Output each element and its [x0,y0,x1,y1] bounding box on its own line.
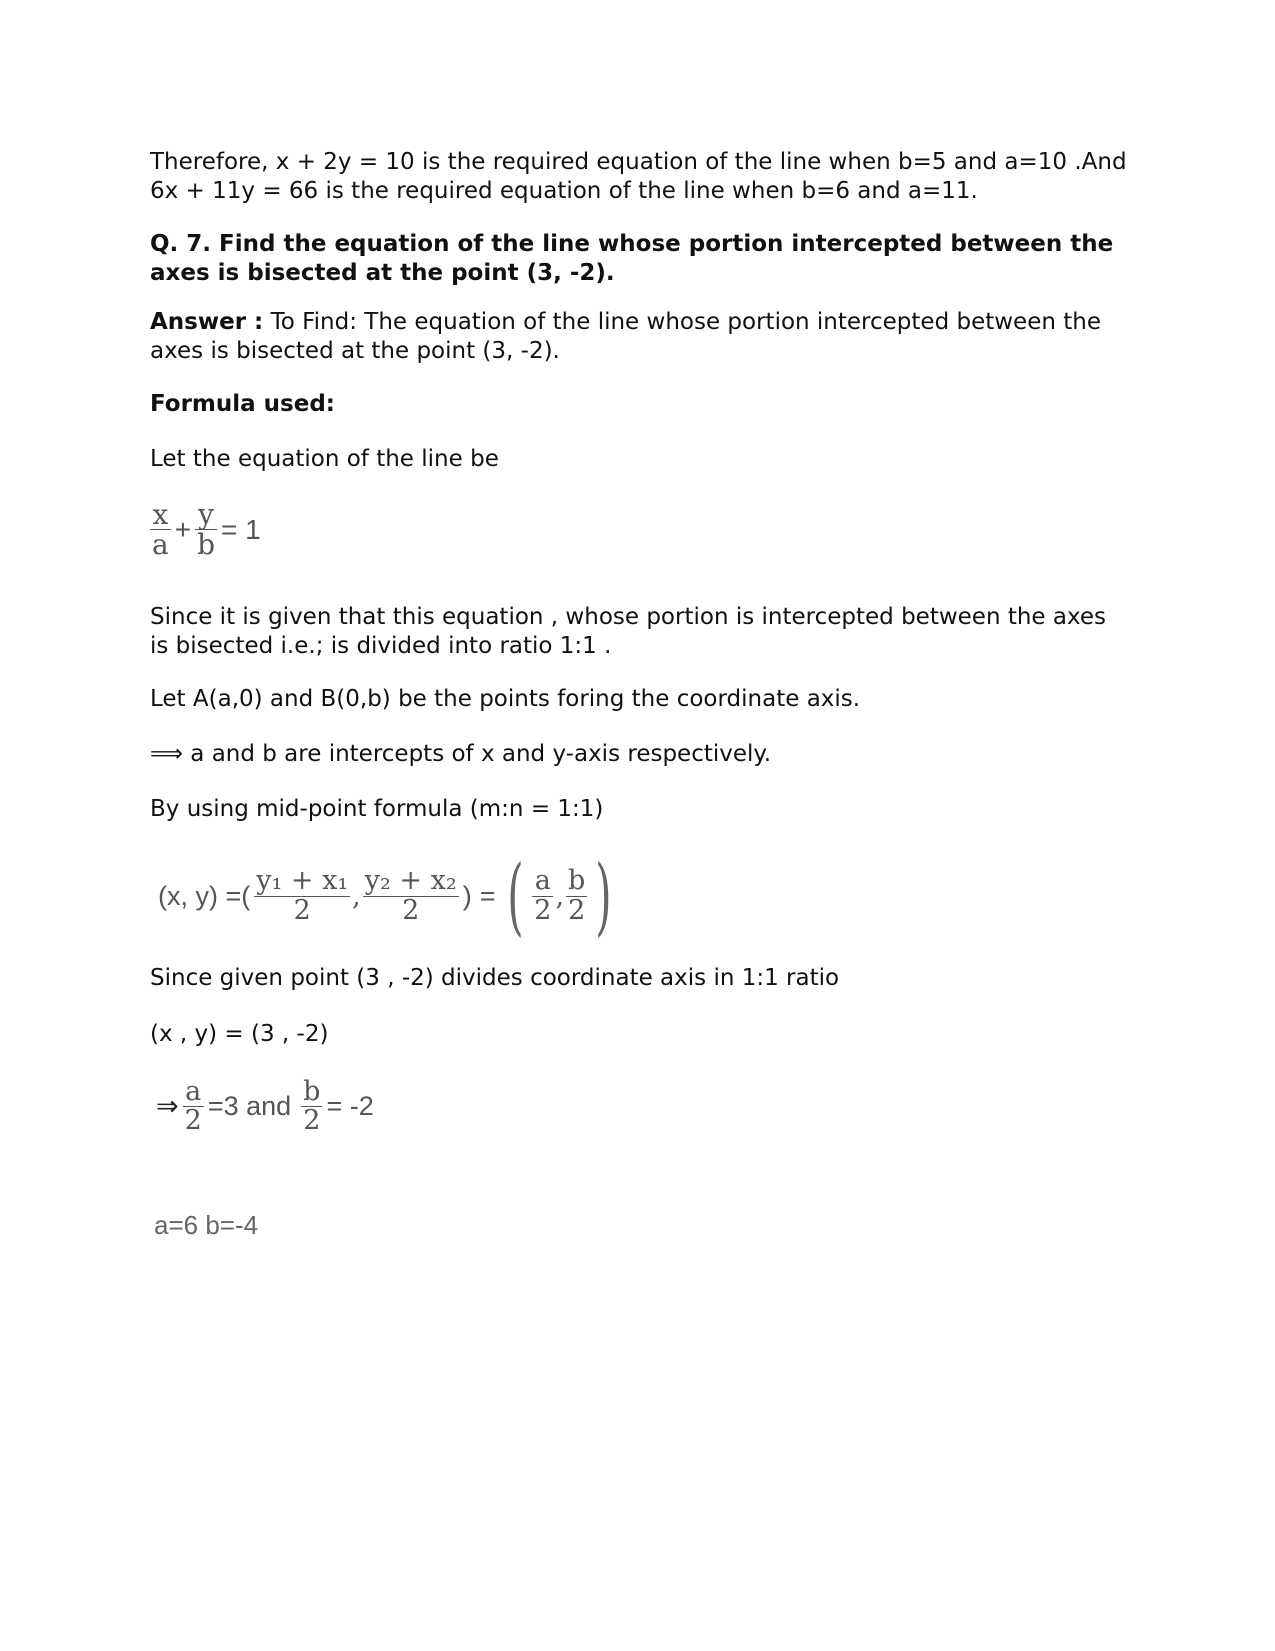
numerator: y₁ + x₁ [256,865,349,897]
numerator: y₂ + x₂ [364,865,457,897]
midpoint-equation [150,847,620,945]
answer-paragraph [150,308,1130,366]
answer-label: Answer : [150,309,264,335]
formula-used-heading: Formula used: [150,391,335,417]
denominator: 2 [534,894,552,926]
comma: , [555,880,565,912]
fraction-sum-2 [363,867,459,925]
numerator: b [303,1076,321,1107]
let-equation-text: Let the equation of the line be [150,446,499,472]
denominator: a [152,528,169,562]
close-paren: ) [462,880,472,911]
answer-text: To Find: The equation of the line whose portion intercepted between the axes is bisected at the point (3, -2). [150,309,1101,364]
denominator: 2 [303,1105,321,1137]
numerator: a [532,867,553,896]
equals-sign: = [479,880,496,911]
equals-minus-2: = -2 [326,1091,374,1122]
fraction-y-over-b [195,500,217,560]
denominator: 2 [402,894,420,926]
fraction-a-over-2 [183,1078,204,1136]
numerator: x [150,500,171,530]
midpoint-formula-paragraph: By using mid-point formula (m:n = 1:1) [150,796,604,822]
numerator: a [183,1078,204,1107]
right-big-paren: ) [595,847,612,945]
question-7-heading: Q. 7. Find the equation of the line whose portion intercepted between the axes is bisected at the point (3, -2). [150,231,1114,286]
paragraph-therefore: Therefore, x + 2y = 10 is the required equation of the line when b=5 and a=10 .And 6x + 11y = 66 is the required equation of the line when b=6 and a=11. [150,149,1127,204]
intercepts-paragraph: ⟹ a and b are intercepts of x and y-axis respectively. [150,741,772,767]
xy-equals-paragraph: (x , y) = (3 , -2) [150,1021,329,1047]
fraction-b-over-2 [301,1078,322,1136]
midpoint-lhs: (x, y) =( [158,880,251,911]
intercept-form-equation [150,500,265,560]
since-bisected-paragraph: Since it is given that this equation , whose portion is intercepted between the axes is bisected i.e.; is divided into ratio 1:1 . [150,604,1107,659]
equals-3-and: =3 and [207,1091,292,1122]
equation-rhs: = 1 [221,513,261,545]
plus-sign: + [174,513,192,545]
fraction-b-over-2 [566,867,587,925]
since-given-point-paragraph: Since given point (3 , -2) divides coordinate axis in 1:1 ratio [150,965,840,991]
half-intercepts-equation [150,1078,378,1136]
numerator: y [195,500,217,530]
fraction-a-over-2 [532,867,553,925]
denominator: 2 [184,1105,202,1137]
left-big-paren: ( [507,847,525,945]
numerator: b [568,865,586,897]
denominator: 2 [293,894,311,926]
denominator: 2 [568,894,586,926]
fraction-x-over-a [150,500,171,560]
result-values: a=6 b=-4 [154,1210,259,1240]
comma: , [352,880,361,912]
fraction-sum-1 [254,867,350,925]
implies-arrow: ⇒ [156,1091,179,1122]
let-points-paragraph: Let A(a,0) and B(0,b) be the points foring the coordinate axis. [150,686,861,712]
denominator: b [197,528,215,562]
